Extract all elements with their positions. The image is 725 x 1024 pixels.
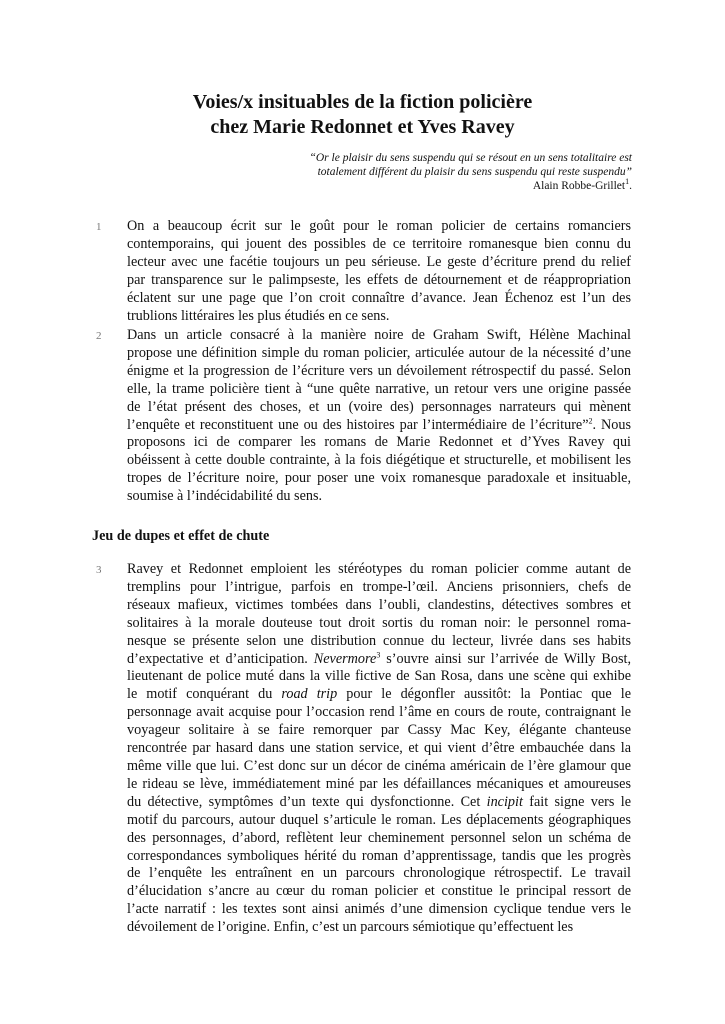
paragraph-line: tropes de l’écriture noire, pour poser une voix romanesque paradoxale et insituable, (127, 470, 631, 487)
paragraph-line: nesque se présente selon une distribution connue du lecteur, livrée dans ses habits (127, 632, 631, 649)
paragraph-line: dévoilement de l’origine. Enfin, c’est un parcours sémiotique qu’effectuent les (127, 919, 574, 936)
paragraph-line: lieutenant de police muté dans la ville fictive de San Rosa, dans une scène qui exhibe (127, 668, 631, 685)
paragraph-line: Dans un article consacré à la manière noire de Graham Swift, Hélène Machinal (127, 327, 631, 343)
paragraph-text (127, 218, 631, 325)
paragraph-line: de l’état présent des choses, et un (voire des) personnages narrateurs qui mènent (127, 398, 631, 415)
paragraph-line: d’élucidation s’ancre au cœur du roman policier et constitue le principal ressort de (127, 883, 631, 900)
paragraph-line: l’acte narratif : les textes sont ainsi animés d’une dimension cyclique tendue vers le (127, 901, 631, 918)
paragraph-line: correspondances symboliques hérité du roman d’apprentissage, tandis que les progrès (127, 847, 631, 864)
paragraph-text (127, 561, 631, 937)
paragraph-line: rencontrée par hasard dans une station service, et qui vient d’être embauchée dans la (127, 740, 631, 757)
paragraph-line: lecteur avec une facétie toujours un peu sérieuse. Le geste d’écriture prend du relief (127, 253, 631, 270)
paragraph-line: du détective, symptômes d’un texte qui dysfonctionne. Cet incipit fait signe vers le (127, 793, 631, 810)
paragraph-line: réseaux mafieux, victimes tombées dans l’oubli, clandestins, détectives sombres et (127, 596, 631, 613)
paragraph-line: motif du parcours, autour duquel s’articule le roman. Les déplacements géographiques (127, 811, 631, 828)
paragraph-line: éclatent sur une page que l’on croit connaître d’avance. Jean Échenoz est l’un des (127, 289, 631, 306)
paragraph-line: des personnages, d’abord, reflètent leur cheminement personnel selon un schéma de (127, 829, 631, 846)
paragraph-line: obéissent à cette double contrainte, à la fois diégétique et structurelle, et mobilisent les (127, 452, 631, 469)
paragraph-line: Ravey et Redonnet emploient les stéréotypes du roman policier comme autant de (127, 561, 631, 577)
paragraph-line: trublions littéraires les plus étudiés en ce sens. (127, 307, 390, 324)
paragraph-line: le motif conquérant du road trip pour le dégonfler aussitôt: la Pontiac que le (127, 686, 631, 703)
paragraph-line: le rideau se lève, immédiatement miné par les défaillances mécaniques et amoureuses (127, 775, 631, 792)
paragraph-number: 1 (96, 221, 102, 233)
epigraph-attribution: Alain Robbe-Grillet$^1$. (532, 177, 632, 192)
paragraph-line: même ville que lui. C’est donc sur un décor de cinéma américain de l’ère glamour que (127, 757, 631, 774)
paragraph-line: tremplins pour l’intrigue, parfois en trompe-l’œil. Anciens prisonniers, chefs de (127, 578, 631, 595)
paragraph-line: énigme et la progression de l’écriture vers un dévoilement rétrospectif du passé. Selon (127, 362, 631, 379)
paragraph-line: par transparence sur le palimpseste, les effets de détournement et de réappropriation (127, 271, 631, 288)
paragraph-line: d’expectative et d’anticipation. Nevermore$^3$ s’ouvre ainsi sur l’arrivée de Willy Bost, (127, 649, 631, 667)
paragraph-line: On a beaucoup écrit sur le goût pour le roman policier de certains romanciers (127, 218, 631, 234)
title-line-1: Voies/x insituables de la fiction policière (192, 91, 533, 113)
paragraph-line: soumise à l’indécidabilité du sens. (127, 488, 323, 505)
epigraph-line-1: “Or le plaisir du sens suspendu qui se résout en un sens totalitaire est (309, 152, 632, 164)
paragraph-line: proposons ici de comparer les romans de Marie Redonnet et d’Yves Ravey qui (127, 434, 631, 451)
paragraph-line: propose une définition simple du roman policier, articulée autour de la nécessité d’une (127, 344, 631, 361)
section-heading: Jeu de dupes et effet de chute (92, 528, 270, 544)
paragraph-line: personnage avait acquise pour l’occasion rend l’âme en cours de route, contraignant le (127, 704, 631, 721)
paragraph-number: 3 (96, 564, 102, 576)
paragraph-line: elle, la trame policière tient à “une quête narrative, un retour vers une origine passée (127, 380, 631, 397)
paragraph-line: de l’enquête les entraînent en un parcours chronologique rétrospectif. Le travail (127, 865, 631, 882)
paragraph-line: voyageur solitaire à se faire remorquer par Cassy Mac Key, élégante chanteuse (127, 722, 631, 739)
paragraph-number: 2 (96, 330, 102, 342)
paragraph-text (127, 327, 631, 506)
epigraph-author: Alain Robbe-Grillet (532, 180, 626, 192)
article-title (0, 90, 725, 140)
epigraph-line-2: totalement différent du plaisir du sens suspendu qui reste suspendu” (317, 166, 632, 178)
paragraph-line: solitaires à la morale douteuse tout droit sortis du roman noir: le personnel roma- (127, 614, 631, 631)
paragraph-line: l’enquête et reconstituent une ou des histoires par l’intermédiaire de l’écriture”$^2$. Nous (127, 415, 631, 433)
paragraph-line: contemporains, qui jouent des possibles de ce territoire romanesque bien connu du (127, 235, 631, 252)
epigraph (212, 151, 632, 193)
title-line-2: chez Marie Redonnet et Yves Ravey (210, 116, 515, 138)
footnote-ref: 1 (625, 177, 630, 187)
